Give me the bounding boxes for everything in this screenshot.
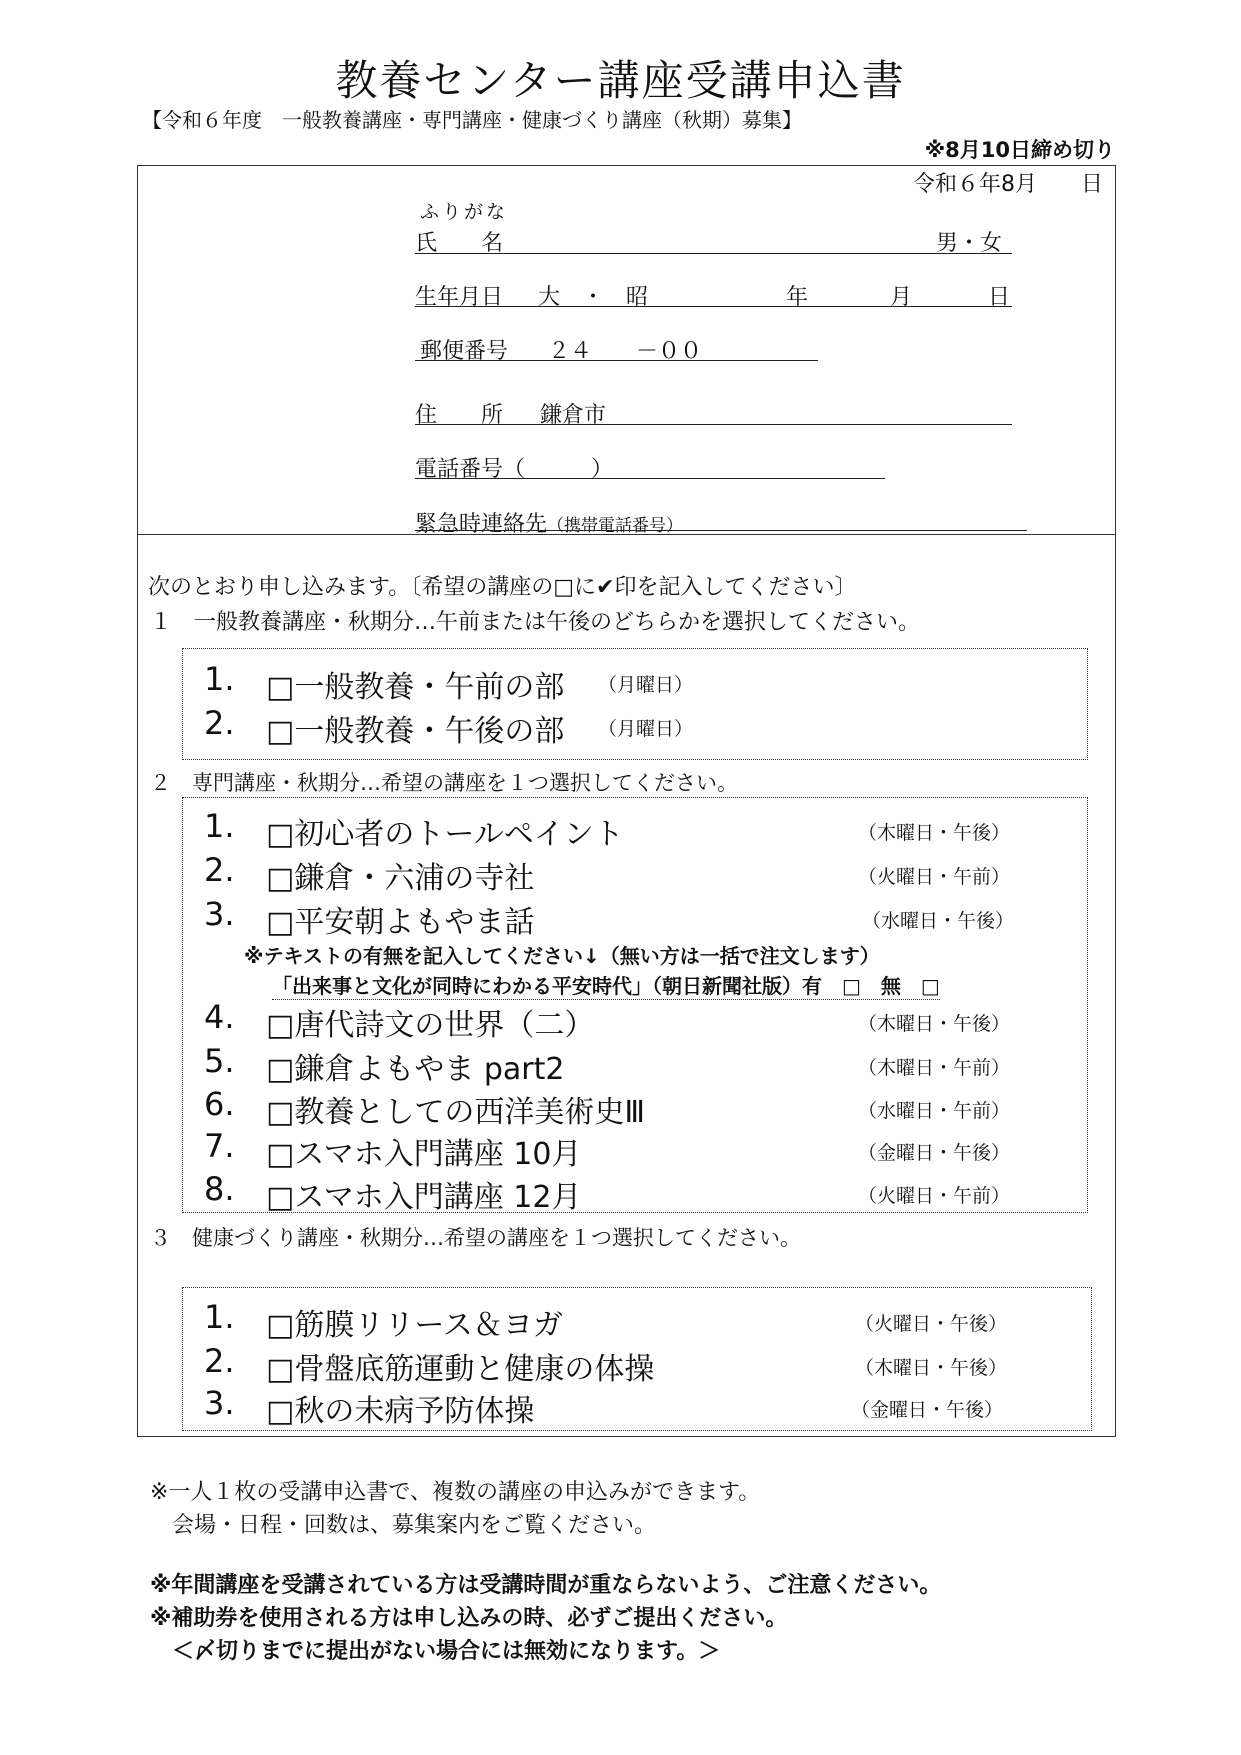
smartphone-october-option[interactable]: □スマホ入門講座 10月: [266, 1137, 582, 1172]
footer-note-1: ※一人１枚の受講申込書で、複数の講座の申込みができます。: [150, 1480, 761, 1505]
tang-poetry-option[interactable]: □唐代詩文の世界（二）: [266, 1008, 595, 1043]
emergency-sublabel: （携帯電話番号）: [547, 516, 684, 536]
course-number: 3.: [204, 1384, 235, 1422]
course-number: 1.: [204, 807, 235, 845]
textbook-note: ※テキストの有無を記入してください↓（無い方は一括で注文します）: [244, 944, 880, 968]
birth-month-label: 月: [890, 285, 913, 310]
name-label: 氏 名: [415, 231, 504, 256]
birth-day-label: 日: [988, 285, 1011, 310]
tole-paint-option[interactable]: □初心者のトールペイント: [266, 817, 624, 852]
course-number: 8.: [204, 1170, 235, 1208]
postal-value[interactable]: ２４ －００: [548, 339, 703, 364]
emergency-label: 緊急時連絡先（携帯電話番号）: [415, 512, 684, 537]
date-field[interactable]: 令和６年8月 日: [913, 172, 1103, 197]
name-field[interactable]: [415, 253, 1012, 254]
course-schedule: （火曜日・午前）: [858, 866, 1011, 888]
pelvic-floor-option[interactable]: □骨盤底筋運動と健康の体操: [266, 1352, 655, 1387]
phone-field[interactable]: [415, 478, 885, 479]
gender-choice[interactable]: 男・女: [936, 231, 1003, 256]
course-schedule: （月曜日）: [598, 674, 694, 696]
course-schedule: （火曜日・午後）: [855, 1313, 1008, 1335]
page-title: 教養センター講座受講申込書: [335, 56, 906, 105]
course-number: 3.: [204, 895, 235, 933]
course-number: 2.: [204, 704, 235, 742]
birth-label: 生年月日: [415, 285, 504, 310]
page-subtitle: 【令和６年度 一般教養講座・専門講座・健康づくり講座（秋期）募集】: [142, 108, 802, 132]
course-schedule: （木曜日・午後）: [858, 822, 1011, 844]
kamakura-yomoyama-option[interactable]: □鎌倉よもやま part2: [266, 1052, 565, 1087]
course-number: 2.: [204, 851, 235, 889]
section3-title: ３ 健康づくり講座・秋期分…希望の講座を１つ選択してください。: [150, 1226, 801, 1250]
western-art-option[interactable]: □教養としての西洋美術史Ⅲ: [266, 1095, 646, 1130]
furigana-label: ふりがな: [420, 201, 509, 223]
section1-title: １ 一般教養講座・秋期分…午前または午後のどちらかを選択してください。: [150, 610, 921, 635]
course-number: 6.: [204, 1085, 235, 1123]
course-schedule: （木曜日・午後）: [855, 1357, 1008, 1379]
course-schedule: （木曜日・午前）: [858, 1057, 1011, 1079]
course-number: 1.: [204, 1298, 235, 1336]
address-label: 住 所: [415, 403, 504, 428]
footer-note-5: ＜〆切りまでに提出がない場合には無効になります。＞: [172, 1639, 721, 1664]
course-number: 4.: [204, 998, 235, 1036]
course-schedule: （金曜日・午後）: [851, 1399, 1004, 1421]
course-number: 5.: [204, 1042, 235, 1080]
address-value[interactable]: 鎌倉市: [540, 403, 607, 428]
address-field[interactable]: [415, 424, 1012, 425]
course-schedule: （火曜日・午前）: [858, 1185, 1011, 1207]
course-schedule: （水曜日・午前）: [858, 1100, 1011, 1122]
general-afternoon-option[interactable]: □一般教養・午後の部: [266, 714, 565, 749]
section2-title: ２ 専門講座・秋期分…希望の講座を１つ選択してください。: [150, 771, 738, 795]
course-schedule: （木曜日・午後）: [858, 1013, 1011, 1035]
instruction-text: 次のとおり申し込みます。〔希望の講座の□に✔印を記入してください〕: [148, 575, 857, 600]
birth-year-label: 年: [786, 285, 809, 310]
footer-note-4: ※補助券を使用される方は申し込みの時、必ずご提出ください。: [150, 1606, 788, 1631]
deadline-note: ※8月10日締め切り: [924, 138, 1115, 162]
autumn-exercise-option[interactable]: □秋の未病予防体操: [266, 1394, 535, 1429]
smartphone-december-option[interactable]: □スマホ入門講座 12月: [266, 1180, 582, 1215]
course-schedule: （月曜日）: [598, 718, 694, 740]
course-number: 2.: [204, 1342, 235, 1380]
birth-field[interactable]: [415, 306, 1012, 307]
birth-era-choice[interactable]: 大 ・ 昭: [538, 285, 649, 310]
postal-field[interactable]: [415, 360, 818, 361]
course-schedule: （水曜日・午後）: [862, 910, 1015, 932]
general-morning-option[interactable]: □一般教養・午前の部: [266, 670, 565, 705]
phone-label: 電話番号（ ）: [415, 457, 614, 482]
heian-talk-option[interactable]: □平安朝よもやま話: [266, 905, 535, 940]
footer-note-3: ※年間講座を受講されている方は受講時間が重ならないよう、ご注意ください。: [150, 1573, 942, 1598]
emergency-field[interactable]: [415, 530, 1027, 531]
textbook-choice[interactable]: 「出来事と文化が同時にわかる平安時代」（朝日新聞社版）有 □ 無 □: [272, 970, 940, 1000]
kamakura-temples-option[interactable]: □鎌倉・六浦の寺社: [266, 861, 535, 896]
course-schedule: （金曜日・午後）: [858, 1142, 1011, 1164]
postal-label: 郵便番号: [420, 339, 509, 364]
course-number: 7.: [204, 1127, 235, 1165]
fascia-yoga-option[interactable]: □筋膜リリース＆ヨガ: [266, 1308, 563, 1343]
course-number: 1.: [204, 660, 235, 698]
footer-note-2: 会場・日程・回数は、募集案内をご覧ください。: [172, 1513, 657, 1538]
